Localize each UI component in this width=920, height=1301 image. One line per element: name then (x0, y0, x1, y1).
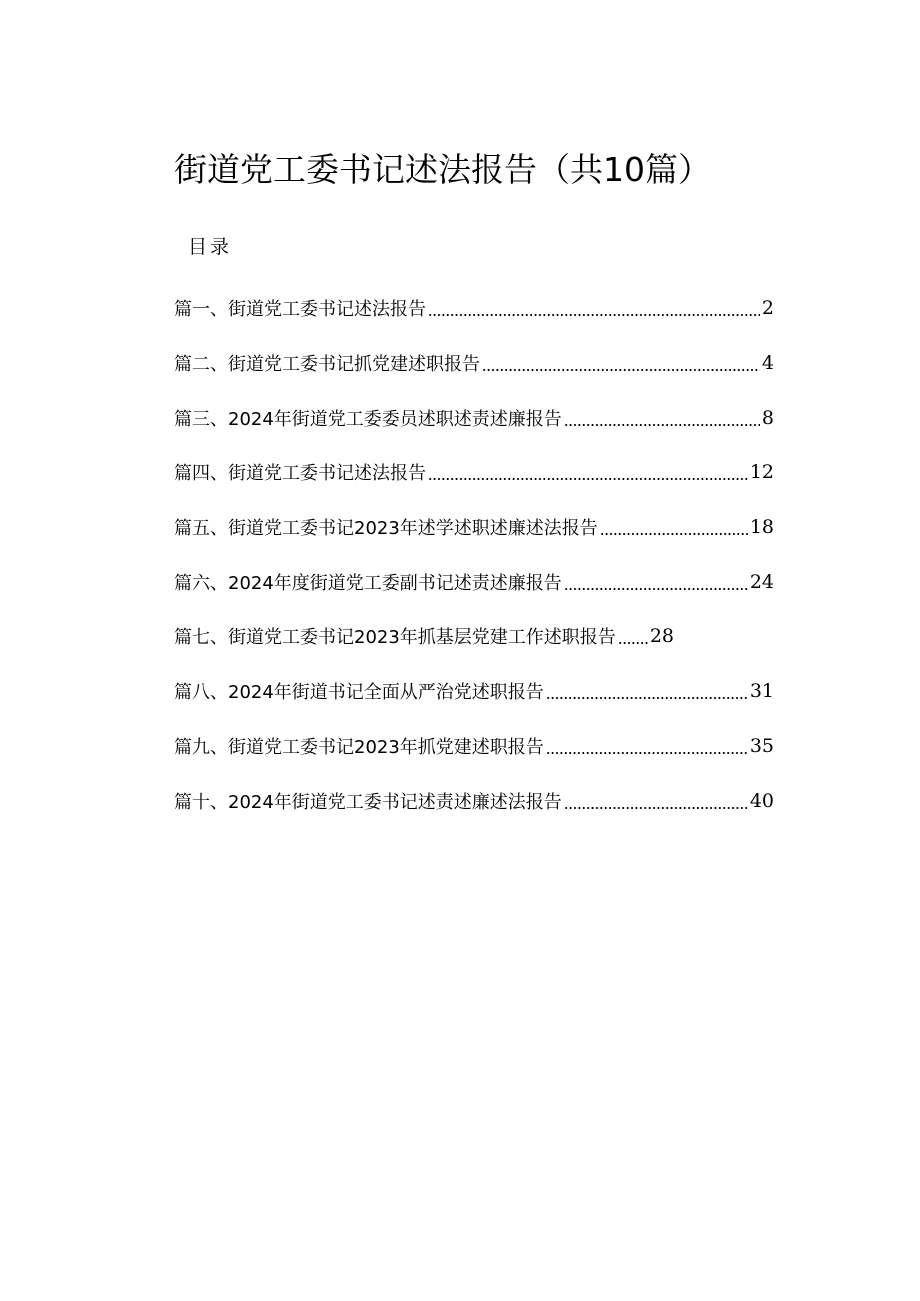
toc-entry[interactable] (174, 336, 774, 391)
toc-entry-label: 篇三、2024年街道党工委委员述职述责述廉报告 (174, 408, 562, 430)
toc-entry[interactable] (174, 664, 774, 719)
dot-leader (600, 533, 748, 535)
toc-entry-label: 篇七、街道党工委书记2023年抓基层党建工作述职报告 (174, 627, 616, 649)
toc-entry-label: 篇六、2024年度街道党工委副书记述责述廉报告 (174, 572, 562, 594)
toc-entry[interactable] (174, 390, 774, 445)
toc-page-number: 40 (749, 789, 774, 812)
dot-leader (564, 588, 748, 590)
table-of-contents (174, 281, 774, 828)
dot-leader (428, 478, 748, 480)
dot-leader (428, 314, 760, 316)
toc-page-number: 28 (649, 625, 674, 648)
toc-entry-label: 篇十、2024年街道党工委书记述责述廉述法报告 (174, 791, 562, 813)
dot-leader (482, 369, 760, 371)
toc-page-number: 24 (749, 570, 774, 593)
dot-leader (546, 697, 748, 699)
toc-page-number: 12 (749, 461, 774, 484)
toc-entry[interactable] (174, 281, 774, 336)
toc-entry-label: 篇九、街道党工委书记2023年抓党建述职报告 (174, 736, 544, 758)
toc-entry-label: 篇八、2024年街道书记全面从严治党述职报告 (174, 682, 544, 704)
toc-entry[interactable] (174, 719, 774, 774)
toc-entry[interactable] (174, 773, 774, 828)
toc-entry[interactable] (174, 445, 774, 500)
toc-page-number: 8 (761, 406, 774, 429)
toc-page-number: 18 (749, 516, 774, 539)
toc-entry[interactable] (174, 500, 774, 555)
toc-page-number: 35 (749, 734, 774, 757)
dot-leader (618, 642, 648, 644)
dot-leader (564, 807, 748, 809)
toc-entry-label: 篇四、街道党工委书记述法报告 (174, 463, 426, 485)
toc-entry-label: 篇五、街道党工委书记2023年述学述职述廉述法报告 (174, 518, 598, 540)
toc-heading: 目录 (188, 236, 233, 258)
dot-leader (546, 752, 748, 754)
toc-page-number: 4 (761, 352, 774, 375)
toc-entry[interactable] (174, 554, 774, 609)
dot-leader (564, 424, 760, 426)
toc-page-number: 31 (749, 680, 774, 703)
toc-page-number: 2 (761, 297, 774, 320)
toc-entry-label: 篇一、街道党工委书记述法报告 (174, 299, 426, 321)
toc-entry-label: 篇二、街道党工委书记抓党建述职报告 (174, 354, 480, 376)
page-title: 街道党工委书记述法报告（共10篇） (174, 150, 711, 189)
toc-entry[interactable] (174, 609, 774, 664)
